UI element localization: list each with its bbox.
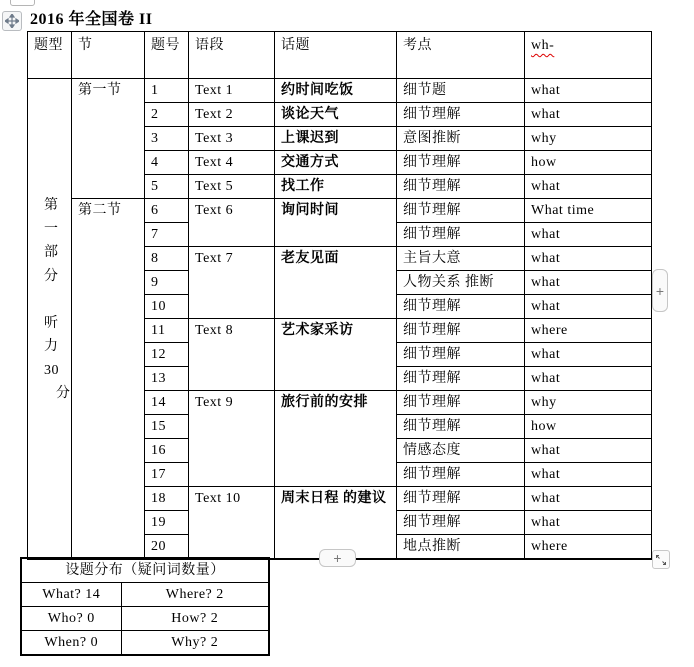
cell-passage[interactable]: Text 3	[189, 127, 275, 151]
cell-num[interactable]: 3	[145, 127, 189, 151]
cell-point[interactable]: 情感态度	[397, 439, 525, 463]
cell-point[interactable]: 主旨大意	[397, 247, 525, 271]
cell-wh[interactable]: what	[525, 247, 652, 271]
cell-topic[interactable]: 老友见面	[275, 247, 397, 319]
cell-passage[interactable]: Text 9	[189, 391, 275, 487]
cell-point[interactable]: 细节理解	[397, 175, 525, 199]
cell-num[interactable]: 2	[145, 103, 189, 127]
cell-topic[interactable]: 约时间吃饭	[275, 79, 397, 103]
cell-num[interactable]: 9	[145, 271, 189, 295]
add-column-button[interactable]	[652, 269, 668, 312]
cell-passage[interactable]: Text 10	[189, 487, 275, 560]
cell-num[interactable]: 13	[145, 367, 189, 391]
header-wh[interactable]	[525, 32, 652, 79]
table-resize-handle[interactable]	[652, 550, 670, 569]
cell-section-1[interactable]: 第一节	[72, 79, 145, 199]
cell-point[interactable]: 细节理解	[397, 343, 525, 367]
cell-topic[interactable]: 周末日程 的建议	[275, 487, 397, 560]
cell-wh[interactable]: what	[525, 295, 652, 319]
cell-num[interactable]: 20	[145, 535, 189, 560]
cell-num[interactable]: 12	[145, 343, 189, 367]
cell-num[interactable]: 5	[145, 175, 189, 199]
cell-point[interactable]: 细节理解	[397, 391, 525, 415]
move-icon	[5, 14, 19, 28]
cell-num[interactable]: 19	[145, 511, 189, 535]
cell-point[interactable]: 细节理解	[397, 319, 525, 343]
summary-cell-what[interactable]: What? 14	[21, 583, 121, 607]
cell-passage[interactable]: Text 1	[189, 79, 275, 103]
cell-num[interactable]: 14	[145, 391, 189, 415]
table-row	[28, 79, 652, 103]
cell-topic[interactable]: 上课迟到	[275, 127, 397, 151]
cell-point[interactable]: 细节理解	[397, 199, 525, 223]
cell-num[interactable]: 11	[145, 319, 189, 343]
cell-passage[interactable]: Text 4	[189, 151, 275, 175]
cell-num[interactable]: 16	[145, 439, 189, 463]
summary-cell-where[interactable]: Where? 2	[121, 583, 269, 607]
cell-num[interactable]: 10	[145, 295, 189, 319]
cell-num[interactable]: 4	[145, 151, 189, 175]
header-question-number[interactable]: 题号	[145, 32, 189, 79]
cell-passage[interactable]: Text 6	[189, 199, 275, 247]
cell-point[interactable]: 细节理解	[397, 151, 525, 175]
summary-row	[21, 607, 269, 631]
cell-num[interactable]: 7	[145, 223, 189, 247]
add-row-button[interactable]	[319, 549, 356, 567]
cell-passage[interactable]: Text 8	[189, 319, 275, 391]
cell-wh[interactable]: why	[525, 127, 652, 151]
cell-num[interactable]: 15	[145, 415, 189, 439]
cell-wh[interactable]: what	[525, 439, 652, 463]
cell-topic[interactable]: 艺术家采访	[275, 319, 397, 391]
cell-point[interactable]: 意图推断	[397, 127, 525, 151]
wh-label: wh-	[531, 38, 555, 53]
cell-wh[interactable]: why	[525, 391, 652, 415]
cell-question-type[interactable]	[28, 79, 72, 560]
cell-point[interactable]: 细节理解	[397, 295, 525, 319]
header-row	[28, 32, 652, 79]
exam-analysis-table	[27, 31, 652, 560]
plus-icon: +	[655, 282, 665, 299]
cell-wh[interactable]: What time	[525, 199, 652, 223]
plus-icon: +	[333, 550, 342, 566]
cell-wh[interactable]: what	[525, 103, 652, 127]
cell-wh[interactable]: what	[525, 223, 652, 247]
cell-wh[interactable]: where	[525, 319, 652, 343]
cell-point[interactable]: 细节理解	[397, 511, 525, 535]
table-row	[28, 199, 652, 223]
cell-num[interactable]: 18	[145, 487, 189, 511]
cell-wh[interactable]: what	[525, 463, 652, 487]
summary-title[interactable]: 设题分布（疑问词数量）	[21, 558, 269, 583]
cell-section-2[interactable]: 第二节	[72, 199, 145, 560]
cell-point[interactable]: 细节题	[397, 79, 525, 103]
vertical-label: 第 一 部 分 听 力 30 分	[44, 198, 71, 401]
cell-wh[interactable]: where	[525, 535, 652, 560]
cell-point[interactable]: 人物关系 推断	[397, 271, 525, 295]
cell-topic[interactable]: 旅行前的安排	[275, 391, 397, 487]
header-test-point[interactable]: 考点	[397, 32, 525, 79]
cell-wh[interactable]: what	[525, 511, 652, 535]
page-title: 2016 年全国卷 II	[30, 11, 153, 28]
cell-num[interactable]: 6	[145, 199, 189, 223]
summary-row	[21, 631, 269, 656]
cell-num[interactable]: 8	[145, 247, 189, 271]
cell-topic[interactable]: 谈论天气	[275, 103, 397, 127]
cell-topic[interactable]: 交通方式	[275, 151, 397, 175]
cell-wh[interactable]: how	[525, 415, 652, 439]
cell-point[interactable]: 地点推断	[397, 535, 525, 560]
cell-point[interactable]: 细节理解	[397, 415, 525, 439]
cell-wh[interactable]: what	[525, 175, 652, 199]
cell-wh[interactable]: what	[525, 79, 652, 103]
cell-point[interactable]: 细节理解	[397, 487, 525, 511]
summary-header-row	[21, 558, 269, 583]
cell-num[interactable]: 17	[145, 463, 189, 487]
cell-wh[interactable]: what	[525, 343, 652, 367]
summary-cell-when[interactable]: When? 0	[21, 631, 121, 656]
cell-wh[interactable]: what	[525, 367, 652, 391]
cell-topic[interactable]: 询问时间	[275, 199, 397, 247]
header-topic[interactable]: 话题	[275, 32, 397, 79]
cell-point[interactable]: 细节理解	[397, 103, 525, 127]
header-question-type[interactable]: 题型	[28, 32, 72, 79]
cell-passage[interactable]: Text 2	[189, 103, 275, 127]
summary-row	[21, 583, 269, 607]
cell-passage[interactable]: Text 5	[189, 175, 275, 199]
summary-cell-why[interactable]: Why? 2	[121, 631, 269, 656]
cell-wh[interactable]: what	[525, 487, 652, 511]
cell-passage[interactable]: Text 7	[189, 247, 275, 319]
header-passage[interactable]: 语段	[189, 32, 275, 79]
cell-point[interactable]: 细节理解	[397, 463, 525, 487]
resize-diagonal-icon	[655, 554, 667, 566]
summary-cell-who[interactable]: Who? 0	[21, 607, 121, 631]
table-move-handle[interactable]	[2, 11, 22, 31]
cell-point[interactable]: 细节理解	[397, 223, 525, 247]
cell-num[interactable]: 1	[145, 79, 189, 103]
cell-wh[interactable]: what	[525, 271, 652, 295]
cell-point[interactable]: 细节理解	[397, 367, 525, 391]
header-section[interactable]: 节	[72, 32, 145, 79]
cell-topic[interactable]: 找工作	[275, 175, 397, 199]
summary-cell-how[interactable]: How? 2	[121, 607, 269, 631]
cell-wh[interactable]: how	[525, 151, 652, 175]
summary-table	[20, 557, 270, 656]
